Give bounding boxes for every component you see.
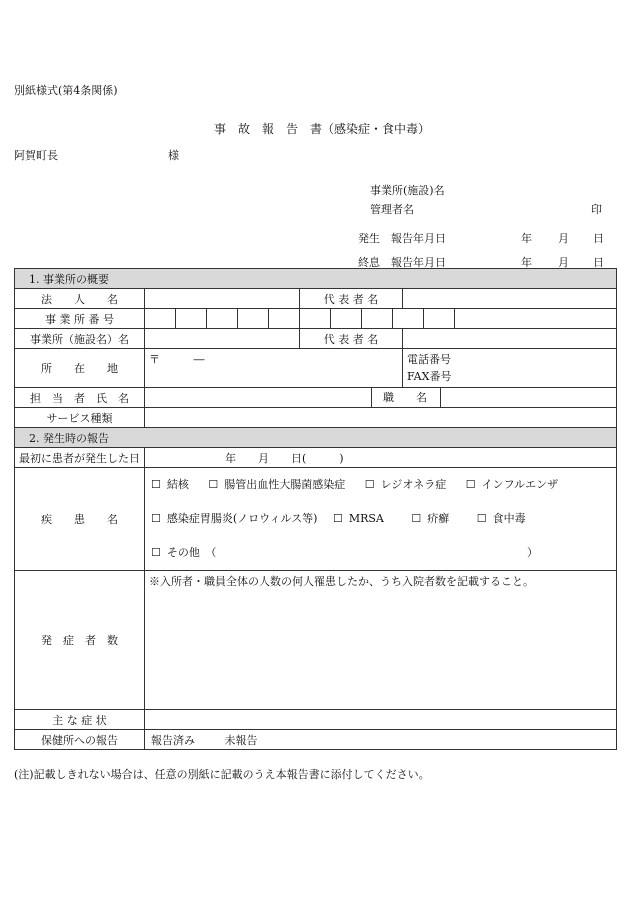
digit-cell[interactable]: [424, 309, 455, 328]
digit-cell[interactable]: [176, 309, 207, 328]
manager-name-label: 管理者名: [370, 203, 414, 216]
health-center-report-label: 保健所への報告: [15, 730, 145, 750]
office-number-field[interactable]: [145, 309, 617, 329]
document-title: 事 故 報 告 書（感染症・食中毒）: [214, 122, 431, 136]
onset-year: 年: [521, 232, 532, 245]
report-form-table: [14, 268, 617, 750]
onset-month: 月: [558, 232, 569, 245]
checkbox-icon[interactable]: ☐: [208, 478, 219, 491]
seal-mark: 印: [591, 203, 602, 216]
health-center-report-field[interactable]: [145, 730, 617, 750]
disease-label: 疾 患 名: [15, 468, 145, 571]
section-2-heading: 2. 発生時の報告: [15, 428, 617, 448]
end-report-date-label: 終息 報告年月日: [358, 256, 446, 269]
disease-options-row-2: [151, 502, 610, 536]
person-in-charge-label: 担 当 者 氏 名: [15, 388, 145, 408]
main-symptoms-field[interactable]: [145, 710, 617, 730]
contact-field[interactable]: [403, 349, 617, 388]
disease-option: 感染症胃腸炎(ノロウィルス等): [166, 512, 318, 525]
service-type-label: サービス種類: [15, 408, 145, 428]
checkbox-icon[interactable]: ☐: [465, 478, 476, 491]
office-number-label: 事 業 所 番 号: [15, 309, 145, 329]
digit-cell[interactable]: [145, 309, 176, 328]
digit-cell[interactable]: [331, 309, 362, 328]
digit-cell[interactable]: [362, 309, 393, 328]
location-label: 所 在 地: [15, 349, 145, 388]
disease-options-row-3: [151, 536, 610, 570]
office-name-label: 事業所（施設名）名: [15, 329, 145, 349]
postal-dash: ―: [193, 353, 205, 366]
digit-cell[interactable]: [269, 309, 300, 328]
checkbox-icon[interactable]: ☐: [332, 512, 343, 525]
disease-option: インフルエンザ: [481, 478, 559, 491]
location-field[interactable]: [145, 349, 403, 388]
checkbox-icon[interactable]: ☐: [364, 478, 375, 491]
not-reported-option[interactable]: 未報告: [224, 733, 258, 747]
cases-count-field[interactable]: [145, 571, 617, 710]
disease-option: 疥癬: [427, 512, 450, 525]
checkbox-icon[interactable]: ☐: [151, 512, 161, 525]
cases-count-label: 発 症 者 数: [15, 571, 145, 710]
cases-count-note: ※入所者・職員全体の人数の何人罹患したか、うち入院者数を記載すること。: [149, 575, 534, 588]
representative-label: 代 表 者 名: [300, 289, 403, 309]
fax-label: FAX番号: [407, 370, 452, 383]
reported-option[interactable]: 報告済み: [151, 733, 195, 747]
representative2-field[interactable]: [403, 329, 617, 349]
postal-mark: 〒: [149, 353, 160, 366]
disease-option: レジオネラ症: [380, 478, 447, 491]
position-label: 職 名: [372, 388, 442, 407]
section-1-heading: 1. 事業所の概要: [15, 269, 617, 289]
disease-option: 食中毒: [492, 512, 526, 525]
addressee-honorific: 様: [168, 149, 179, 162]
main-symptoms-label: 主 な 症 状: [15, 710, 145, 730]
onset-day: 日: [593, 232, 604, 245]
disease-other-label: その他 （: [166, 546, 217, 559]
form-reference: 別紙様式(第4条関係): [14, 84, 118, 97]
disease-options: [145, 468, 617, 571]
service-type-field[interactable]: [145, 408, 617, 428]
person-in-charge-field[interactable]: [145, 388, 372, 408]
digit-cell[interactable]: [238, 309, 269, 328]
checkbox-icon[interactable]: ☐: [151, 478, 161, 491]
phone-label: 電話番号: [407, 353, 451, 366]
checkbox-icon[interactable]: ☐: [151, 546, 161, 559]
end-day: 日: [593, 256, 604, 269]
office-name-field[interactable]: [145, 329, 300, 349]
position-cell: [372, 388, 617, 408]
checkbox-icon[interactable]: ☐: [411, 512, 422, 525]
end-month: 月: [558, 256, 569, 269]
facility-name-label: 事業所(施設)名: [370, 184, 445, 197]
end-year: 年: [521, 256, 532, 269]
digit-cell[interactable]: [393, 309, 424, 328]
disease-option: 腸管出血性大腸菌感染症: [224, 478, 346, 491]
disease-other-close: ）: [527, 546, 538, 559]
corp-name-label: 法 人 名: [15, 289, 145, 309]
first-case-date-field[interactable]: 年 月 日( ): [145, 448, 617, 468]
disease-options-row-1: [151, 468, 610, 502]
first-case-label: 最初に患者が発生した日: [15, 448, 145, 468]
office-number-digit-cells: [145, 309, 616, 328]
addressee: 阿賀町長: [14, 149, 58, 162]
footer-note: (注)記載しきれない場合は、任意の別紙に記載のうえ本報告書に添付してください。: [14, 768, 430, 781]
representative2-label: 代 表 者 名: [300, 329, 403, 349]
digit-cell[interactable]: [207, 309, 238, 328]
representative-field[interactable]: [403, 289, 617, 309]
disease-option: 結核: [166, 478, 189, 491]
disease-option: MRSA: [348, 512, 384, 525]
checkbox-icon[interactable]: ☐: [476, 512, 487, 525]
corp-name-field[interactable]: [145, 289, 300, 309]
digit-cell[interactable]: [300, 309, 331, 328]
onset-report-date-label: 発生 報告年月日: [358, 232, 446, 245]
